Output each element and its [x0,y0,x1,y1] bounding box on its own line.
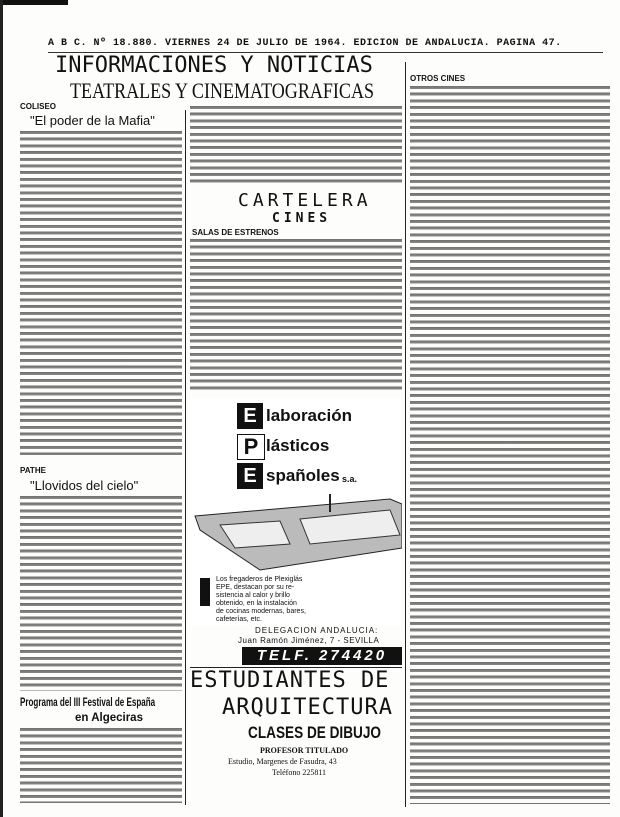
advertisement-plasticos [190,398,402,626]
headline-poder-mafia: "El poder de la Mafia" [30,113,155,128]
column-rule-left [185,110,186,805]
ad-word-3: spañoles [266,466,340,485]
column-rule-right [405,62,406,807]
class-ad-line-4: PROFESOR TITULADO [260,746,349,755]
cinema-listings [190,239,402,393]
title-line-2: TEATRALES Y CINEMATOGRAFICAS [70,78,375,103]
article-body [20,496,182,691]
headline-llovidos: "Llovidos del cielo" [30,478,139,493]
ad-address: Juan Ramón Jiménez, 7 - SEVILLA [238,636,380,645]
title-line-1: INFORMACIONES Y NOTICIAS [55,53,373,78]
cines-heading: CINES [272,211,332,226]
article-body [190,106,402,186]
ad-word-2: lásticos [266,436,330,455]
class-ad-line-6: Teléfono 225811 [272,768,327,777]
scan-edge-left [0,0,3,817]
class-ad-line-2: ARQUITECTURA [222,695,393,720]
ad-delegacion: DELEGACION ANDALUCIA: [255,626,379,635]
article-body [20,728,182,803]
ad-bar [200,578,210,606]
sink-illustration [190,494,402,572]
class-ad-line-5: Estudio, Margenes de Fasudra, 43 [228,757,337,766]
ad-body-line: EPE, destacan por su re- [216,584,295,591]
ad-telephone: TELF. 274420 [242,647,402,665]
article-body [20,131,182,455]
ad-body-line: de cocinas modernas, bares, [216,608,306,615]
ad-sa: s.a. [342,474,358,484]
ad-body-line: obtenido, en la instalación [216,600,297,607]
salas-estrenos-heading: SALAS DE ESTRENOS [192,228,279,237]
cartelera-heading: CARTELERA [238,190,372,211]
ad-body-line: Los fregaderos de Plexiglás [216,576,303,583]
class-ad-line-3: CLASES DE DIBUJO [248,723,381,742]
ad-letter-p: P [237,434,265,460]
otros-cines-heading: OTROS CINES [410,74,466,83]
ad-word-1: laboración [266,406,352,425]
scan-edge [0,0,68,5]
section-coliseo: COLISEO [20,102,57,111]
page-folio: A B C. Nº 18.880. VIERNES 24 DE JULIO DE 1964. EDICION DE ANDALUCIA. PAGINA 47. [48,38,562,49]
ad-letter-e: E [237,403,263,429]
ad-body-line: cafeterías, etc. [216,616,262,623]
ad-letter-e2: E [237,463,263,489]
headline-algeciras: en Algeciras [75,712,143,724]
section-pathe: PATHE [20,466,46,475]
headline-festival: Programa del III Festival de España [20,697,156,709]
class-ad-line-1: ESTUDIANTES DE [190,668,390,693]
cinema-listings-right [410,86,610,804]
ad-body-line: sistencia al calor y brillo [216,592,290,599]
